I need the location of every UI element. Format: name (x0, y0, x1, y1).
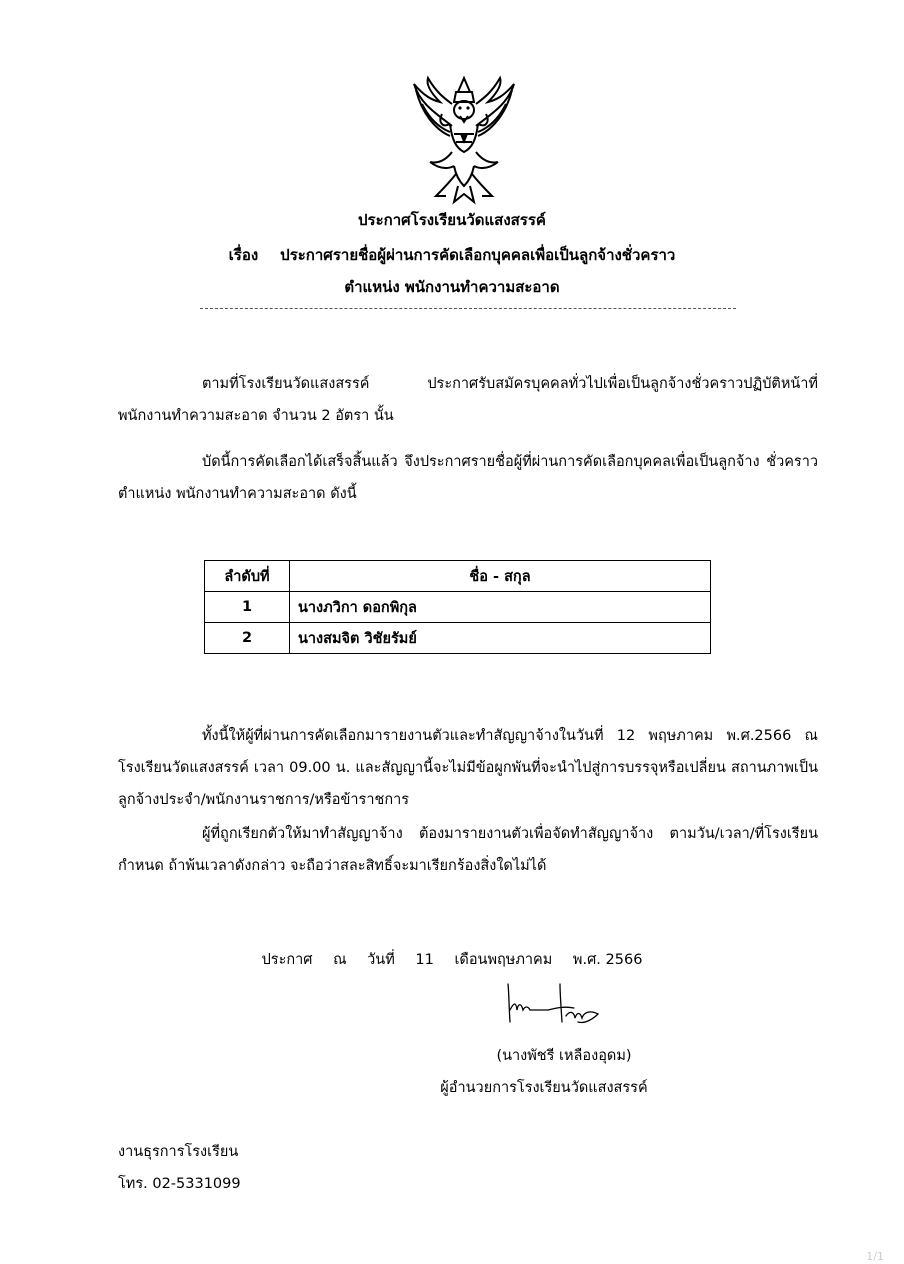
paragraph-3-text: ทั้งนี้ให้ผู้ที่ผ่านการคัดเลือกมารายงานตัวและทำสัญญาจ้างในวันที่ 12 พฤษภาคม พ.ศ.2566 ณ โรงเรียนวัดแสงสรรค์ เวลา 09.00 น. และสัญญานี้จะไม่มีข้อผูกพันที่จะนำไปสู่การบรรจุหรือเปลี่ยน สถานภาพเป็นลูกจ้างประจำ/พนักงานราชการ/หรือข้าราชการ (118, 728, 818, 808)
announce-month: เดือนพฤษภาคม (454, 952, 553, 968)
announce-year: พ.ศ. 2566 (572, 952, 643, 968)
row-name: นางสมจิต วิชัยรัมย์ (290, 623, 711, 654)
signer-title: ผู้อำนวยการโรงเรียนวัดแสงสรรค์ (440, 1080, 648, 1096)
announcement-title: ประกาศโรงเรียนวัดแสงสรรค์ (358, 211, 546, 229)
position-line: ตำแหน่ง พนักงานทำความสะอาด (344, 278, 560, 296)
page-number: 1/1 (866, 1250, 884, 1263)
signature (500, 980, 610, 1028)
table-row (205, 592, 711, 623)
header-divider (200, 308, 736, 309)
paragraph-2-text: บัดนี้การคัดเลือกได้เสร็จสิ้นแล้ว จึงประกาศรายชื่อผู้ที่ผ่านการคัดเลือกบุคคลเพื่อเป็นลูกจ้าง ชั่วคราว ตำแหน่ง พนักงานทำความสะอาด ดังนี้ (118, 454, 818, 502)
paragraph-1-text: ตามที่โรงเรียนวัดแสงสรรค์ ประกาศรับสมัครบุคคลทั่วไปเพื่อเป็นลูกจ้างชั่วคราวปฏิบัติหน้าที่ พนักงานทำความสะอาด จำนวน 2 อัตรา นั้น (118, 376, 818, 424)
column-header-order: ลำดับที่ (205, 561, 290, 592)
column-header-name: ชื่อ - สกุล (290, 561, 711, 592)
table-row (205, 623, 711, 654)
paragraph-1 (118, 368, 818, 432)
paragraph-4-text: ผู้ที่ถูกเรียกตัวให้มาทำสัญญาจ้าง ต้องมารายงานตัวเพื่อจัดทำสัญญาจ้าง ตามวัน/เวลา/ที่โรงเรียน กำหนด ถ้าพ้นเวลาดังกล่าว จะถือว่าสละสิทธิ์จะมาเรียกร้องสิ่งใดไม่ได้ (118, 826, 818, 874)
footer-unit: งานธุรการโรงเรียน (118, 1144, 239, 1160)
row-name: นางภวิกา ดอกพิกุล (290, 592, 711, 623)
table-header-row (205, 561, 711, 592)
paragraph-3 (118, 720, 818, 816)
announce-day: 11 (415, 952, 434, 968)
subject-text: ประกาศรายชื่อผู้ผ่านการคัดเลือกบุคคลเพื่อเป็นลูกจ้างชั่วคราว (280, 246, 676, 264)
subject-label: เรื่อง (228, 246, 259, 264)
paragraph-2 (118, 446, 818, 510)
announce-day-label: วันที่ (367, 952, 395, 968)
subject-line (0, 243, 904, 267)
announcement-date-line (0, 948, 904, 971)
paragraph-4 (118, 818, 818, 882)
row-number: 1 (205, 592, 290, 623)
footer-phone: โทร. 02-5331099 (118, 1176, 241, 1192)
selected-names-table (204, 560, 711, 654)
row-number: 2 (205, 623, 290, 654)
garuda-emblem-icon (402, 74, 526, 206)
announce-at: ณ (333, 952, 347, 968)
signer-name: (นางพัชรี เหลืองอุดม) (496, 1048, 632, 1064)
announce-prefix: ประกาศ (261, 952, 313, 968)
